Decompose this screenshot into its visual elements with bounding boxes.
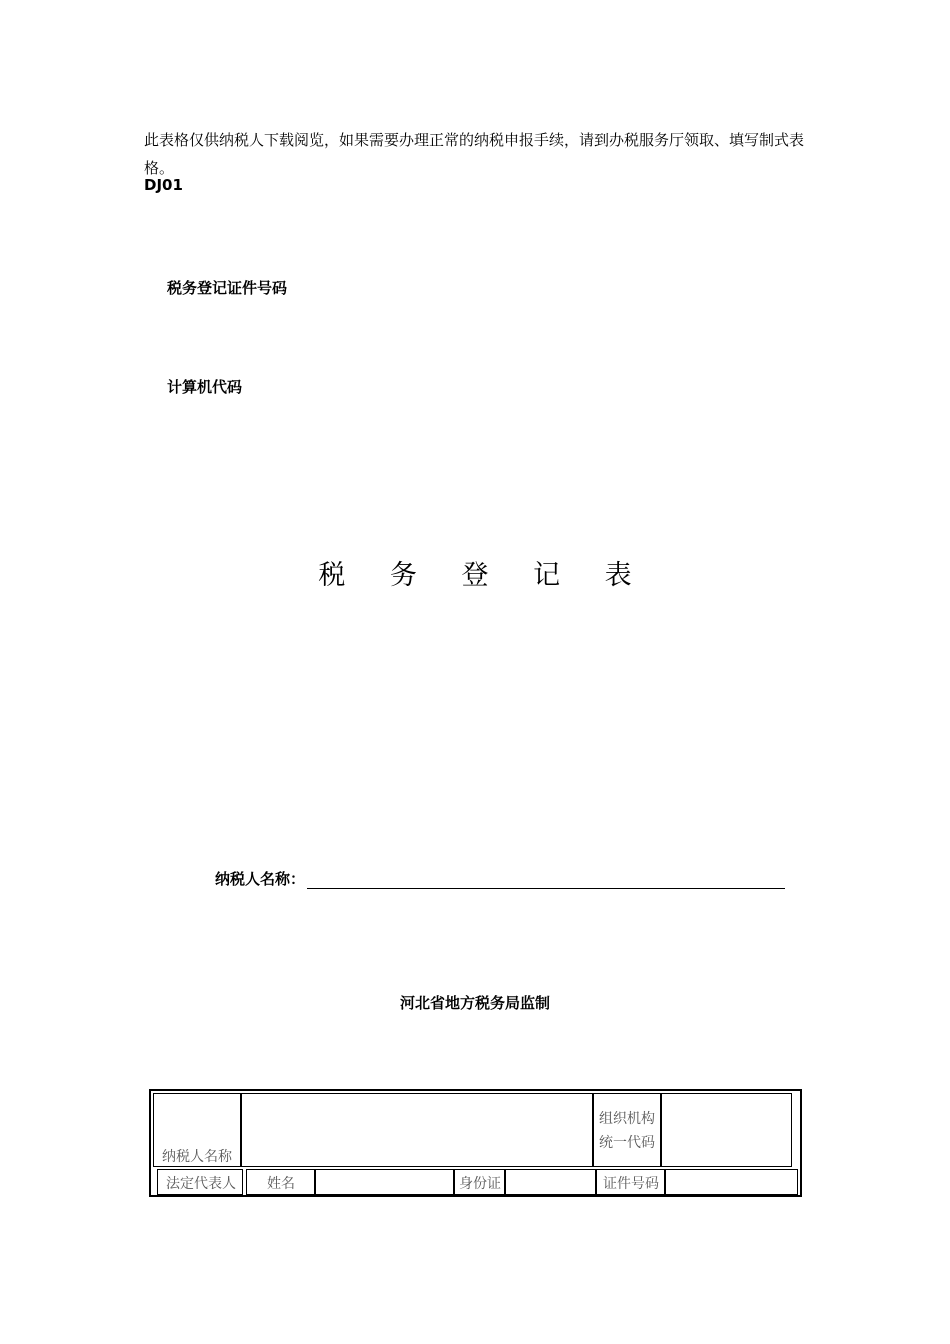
legal-rep-label: 法定代表人 xyxy=(166,1176,236,1192)
name-cell xyxy=(246,1169,316,1195)
cert-no-cell xyxy=(596,1169,666,1195)
name-input[interactable] xyxy=(314,1169,454,1195)
id-card-cell xyxy=(454,1169,506,1195)
taxpayer-name-label: 纳税人名称： xyxy=(215,870,306,888)
taxpayer-name-cell-label: 纳税人名称 xyxy=(162,1149,232,1165)
org-code-label-line2: 统一代码 xyxy=(599,1135,655,1151)
taxpayer-name-blank[interactable] xyxy=(307,870,785,889)
computer-code-label: 计算机代码 xyxy=(167,378,243,396)
legal-rep-cell xyxy=(157,1169,243,1195)
org-code-input[interactable] xyxy=(660,1093,792,1167)
name-label: 姓名 xyxy=(267,1176,295,1192)
id-card-label: 身份证 xyxy=(459,1176,501,1192)
taxpayer-name-cell xyxy=(153,1093,242,1167)
document-code: DJ01 xyxy=(144,176,183,194)
registration-table xyxy=(149,1089,802,1197)
org-code-cell xyxy=(592,1093,662,1167)
org-code-label-line1: 组织机构 xyxy=(599,1111,655,1127)
cert-no-input[interactable] xyxy=(664,1169,798,1195)
page-title: 税 务 登 记 表 xyxy=(318,560,650,591)
taxpayer-name-row xyxy=(215,868,785,889)
notice-text: 此表格仅供纳税人下载阅览，如果需要办理正常的纳税申报手续，请到办税服务厅领取、填写制式表格。 xyxy=(144,131,805,177)
taxpayer-name-input[interactable] xyxy=(240,1093,594,1167)
id-card-input[interactable] xyxy=(504,1169,596,1195)
supervisor-text: 河北省地方税务局监制 xyxy=(399,994,550,1012)
cert-no-label: 证件号码 xyxy=(603,1176,659,1192)
cert-number-label: 税务登记证件号码 xyxy=(167,279,288,297)
